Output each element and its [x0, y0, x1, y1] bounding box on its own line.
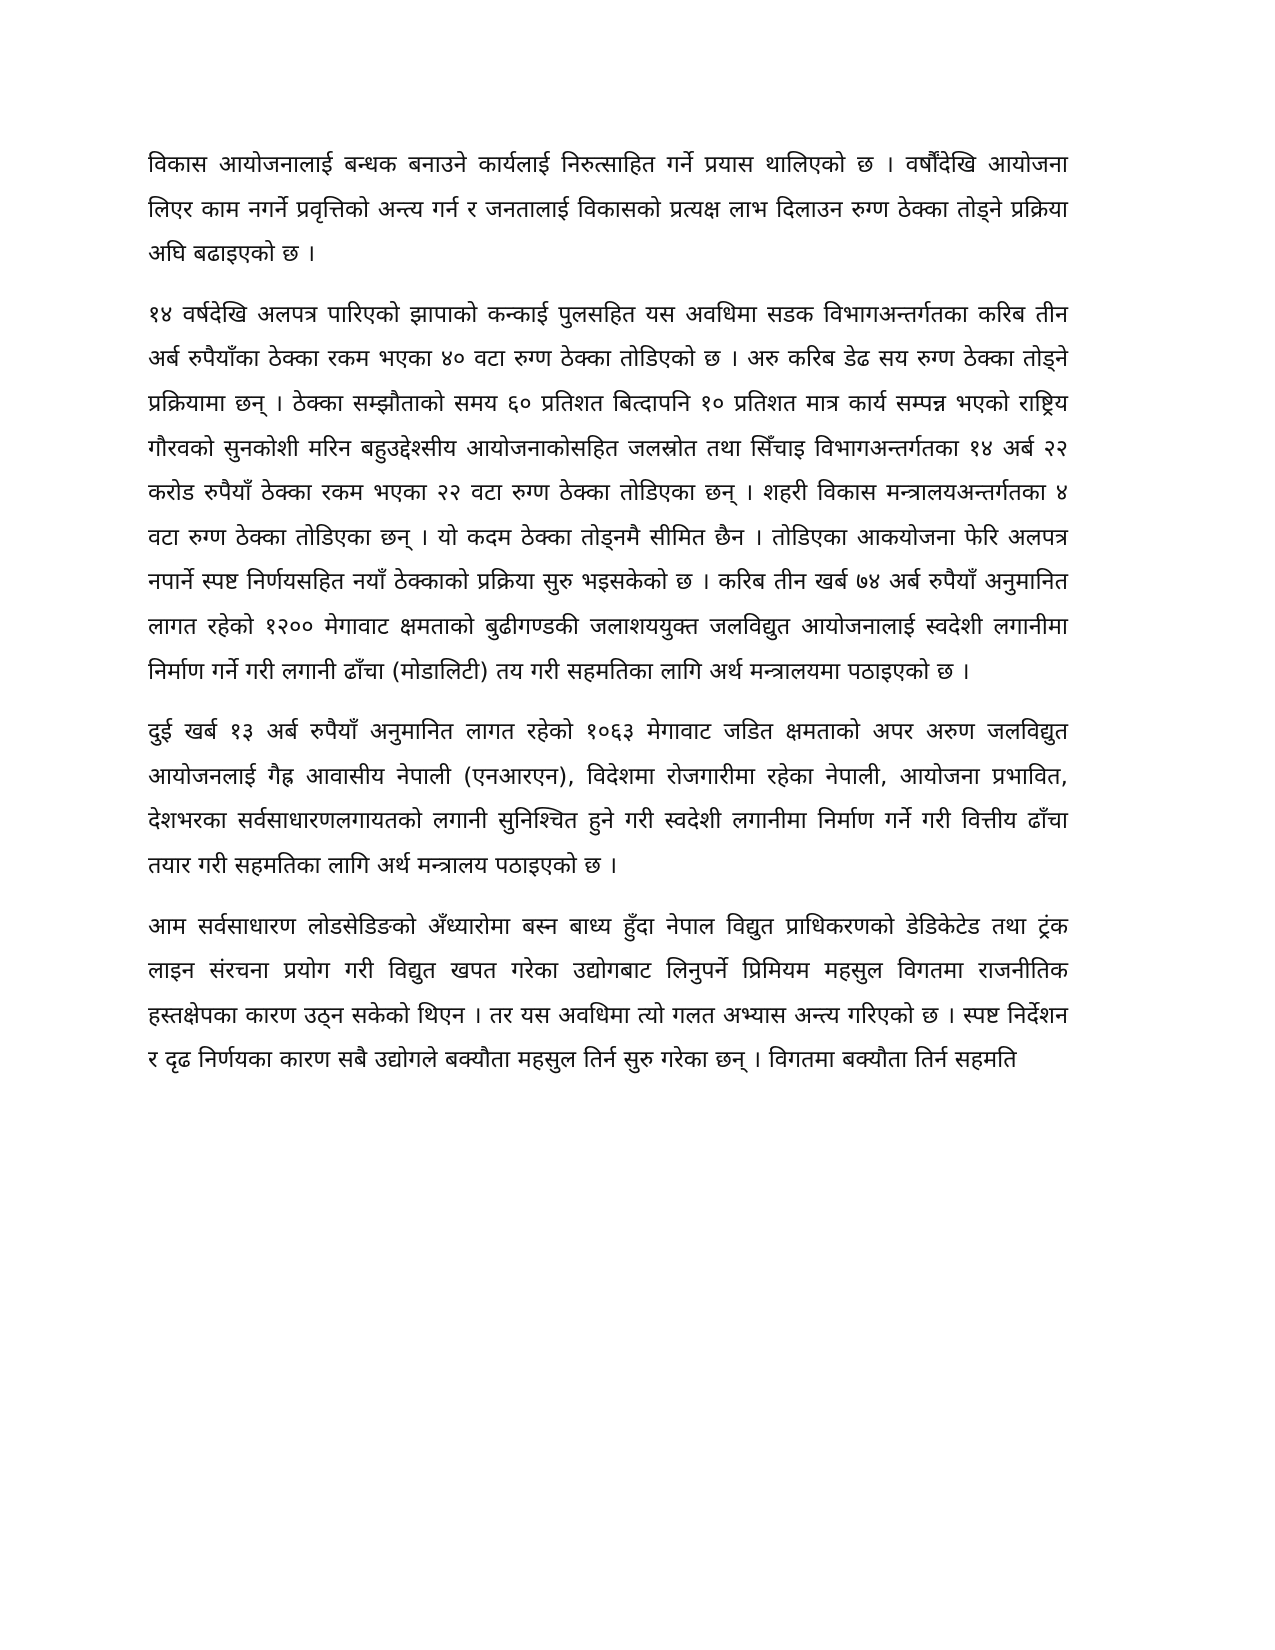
paragraph-2: १४ वर्षदेखि अलपत्र पारिएको झापाको कन्काई पुलसहित यस अवधिमा सडक विभागअन्तर्गतका करिब तीन अर्ब रुपैयाँका ठेक्का रकम भएका ४० वटा रुग्ण ठेक्का तोडिएको छ । अरु करिब डेढ सय रुग्ण ठेक्का तोड्ने प्रक्रियामा छन् । ठेक्का सम्झौताको समय ६० प्रतिशत बित्दापनि १० प्रतिशत मात्र कार्य सम्पन्न भएको राष्ट्रिय गौरवको सुनकोशी मरिन बहुउद्देश्सीय आयोजनाकोसहित जलस्रोत तथा सिँचाइ विभागअन्तर्गतका १४ अर्ब २२ करोड रुपैयाँ ठेक्का रकम भएका २२ वटा रुग्ण ठेक्का तोडिएका छन् । शहरी विकास मन्त्रालयअन्तर्गतका ४ वटा रुग्ण ठेक्का तोडिएका छन् । यो कदम ठेक्का तोड्नमै सीमित छैन । तोडिएका आकयोजना फेरि अलपत्र नपार्ने स्पष्ट निर्णयसहित नयाँ ठेक्काको प्रक्रिया सुरु भइसकेको छ । करिब तीन खर्ब ७४ अर्ब रुपैयाँ अनुमानित लागत रहेको १२०० मेगावाट क्षमताको बुढीगण्डकी जलाशययुक्त जलविद्युत आयोजनालाई स्वदेशी लगानीमा निर्माण गर्ने गरी लगानी ढाँचा (मोडालिटी) तय गरी सहमतिका लागि अर्थ मन्त्रालयमा पठाइएको छ ।: [148, 299, 1068, 685]
paragraph-4: आम सर्वसाधारण लोडसेडिङको अँध्यारोमा बस्न बाध्य हुँदा नेपाल विद्युत प्राधिकरणको डेडिकेटेड तथा ट्रंक लाइन संरचना प्रयोग गरी विद्युत खपत गरेका उद्योगबाट लिनुपर्ने प्रिमियम महसुल विगतमा राजनीतिक हस्तक्षेपका कारण उठ्न सकेको थिएन । तर यस अवधिमा त्यो गलत अभ्यास अन्त्य गरिएको छ । स्पष्ट निर्देशन र दृढ निर्णयका कारण सबै उद्योगले बक्यौता महसुल तिर्न सुरु गरेका छन् । विगतमा बक्यौता तिर्न सहमति: [148, 911, 1068, 1074]
document-body: [148, 142, 1068, 1098]
paragraph-3: दुई खर्ब १३ अर्ब रुपैयाँ अनुमानित लागत रहेको १०६३ मेगावाट जडित क्षमताको अपर अरुण जलविद्युत आयोजनलाई गैह्र आवासीय नेपाली (एनआरएन), विदेशमा रोजगारीमा रहेका नेपाली, आयोजना प्रभावित, देशभरका सर्वसाधारणलगायतको लगानी सुनिश्चित हुने गरी स्वदेशी लगानीमा निर्माण गर्ने गरी वित्तीय ढाँचा तयार गरी सहमतिका लागि अर्थ मन्त्रालय पठाइएको छ ।: [148, 717, 1068, 879]
paragraph-1: विकास आयोजनालाई बन्धक बनाउने कार्यलाई निरुत्साहित गर्ने प्रयास थालिएको छ । वर्षौंदेखि आयोजना लिएर काम नगर्ने प्रवृत्तिको अन्त्य गर्न र जनतालाई विकासको प्रत्यक्ष लाभ दिलाउन रुग्ण ठेक्का तोड्ने प्रक्रिया अघि बढाइएको छ ।: [148, 150, 1068, 268]
